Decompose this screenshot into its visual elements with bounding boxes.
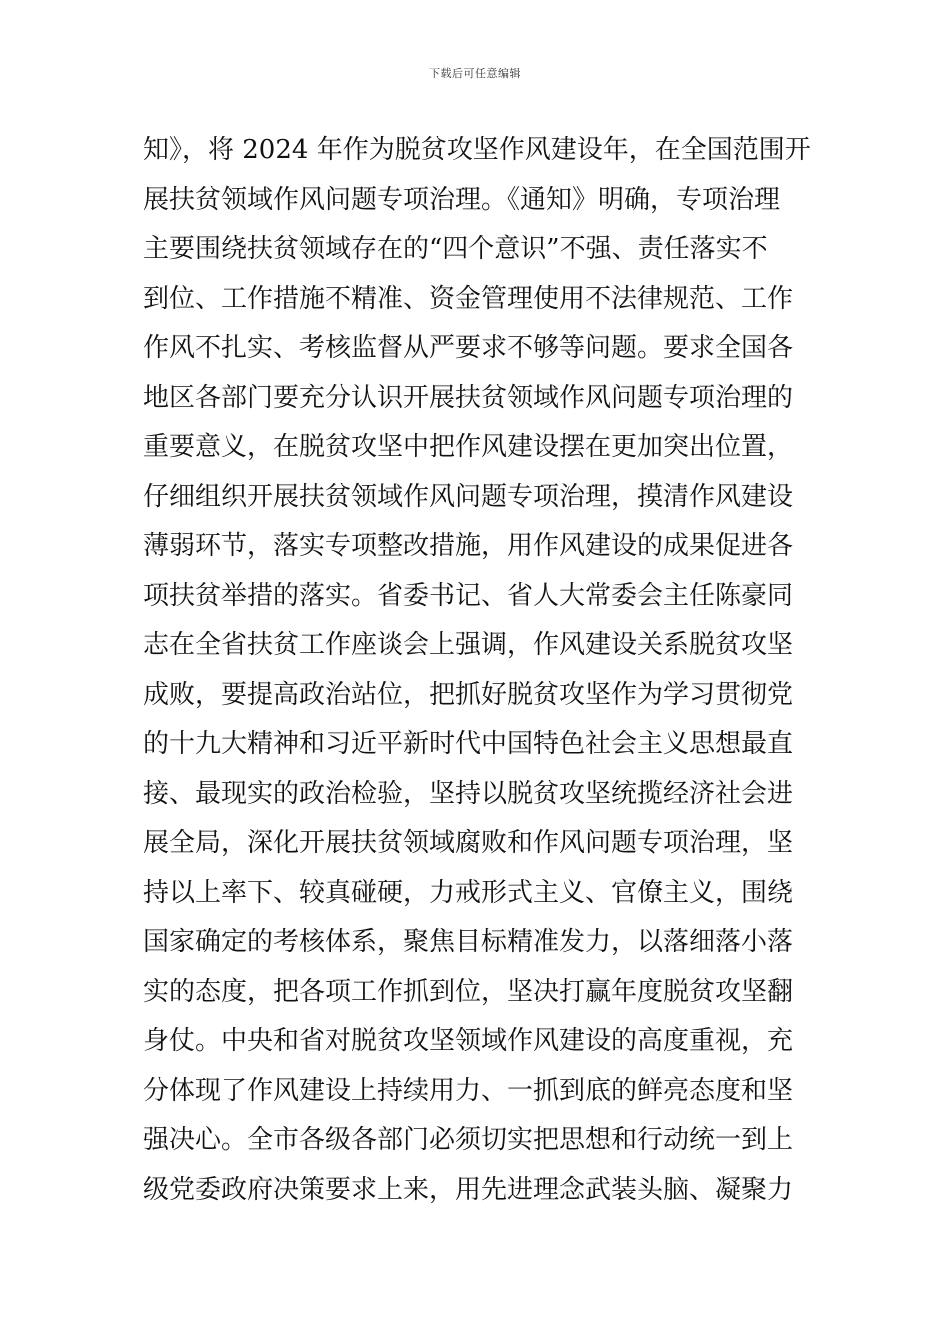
text-line: 地区各部门要充分认识开展扶贫领域作风问题专项治理的 (143, 382, 794, 413)
text-line: 成败，要提高政治站位，把抓好脱贫攻坚作为学习贯彻党 (143, 679, 794, 710)
header-note: 下载后可任意编辑 (429, 67, 521, 80)
text-line: 实的态度，把各项工作抓到位，坚决打赢年度脱贫攻坚翻 (143, 976, 794, 1007)
text-line: 志在全省扶贫工作座谈会上强调，作风建设关系脱贫攻坚 (143, 630, 794, 660)
text-line: 仔细组织开展扶贫领域作风问题专项治理，摸清作风建设 (143, 481, 794, 512)
document-body (143, 126, 823, 1215)
text-line: 展扶贫领域作风问题专项治理。《通知》明确，专项治理 (143, 184, 781, 215)
text-line: 的十九大精神和习近平新时代中国特色社会主义思想最直 (143, 729, 794, 759)
text-line: 主要围绕扶贫领域存在的“四个意识”不强、责任落实不 (143, 234, 768, 264)
text-line: 国家确定的考核体系，聚焦目标精准发力，以落细落小落 (143, 927, 794, 957)
text-line: 持以上率下、较真碰硬，力戒形式主义、官僚主义，围绕 (143, 877, 794, 908)
text-line: 身仗。中央和省对脱贫攻坚领域作风建设的高度重视，充 (143, 1026, 794, 1056)
text-line: 级党委政府决策要求上来，用先进理念武装头脑、凝聚力 (143, 1174, 794, 1205)
text-line: 重要意义，在脱贫攻坚中把作风建设摆在更加突出位置， (143, 432, 794, 462)
text-line: 接、最现实的政治检验，坚持以脱贫攻坚统揽经济社会进 (143, 778, 794, 809)
text-line: 分体现了作风建设上持续用力、一抓到底的鲜亮态度和坚 (143, 1075, 794, 1106)
text-line: 知》，将 2024 年作为脱贫攻坚作风建设年，在全国范围开 (143, 135, 811, 165)
text-line: 展全局，深化开展扶贫领域腐败和作风问题专项治理，坚 (143, 828, 794, 858)
text-line: 到位、工作措施不精准、资金管理使用不法律规范、工作 (143, 283, 794, 314)
text-line: 薄弱环节，落实专项整改措施，用作风建设的成果促进各 (143, 531, 794, 561)
text-line: 作风不扎实、考核监督从严要求不够等问题。要求全国各 (143, 333, 794, 363)
text-line: 强决心。全市各级各部门必须切实把思想和行动统一到上 (143, 1125, 794, 1155)
text-line: 项扶贫举措的落实。省委书记、省人大常委会主任陈豪同 (143, 580, 794, 611)
